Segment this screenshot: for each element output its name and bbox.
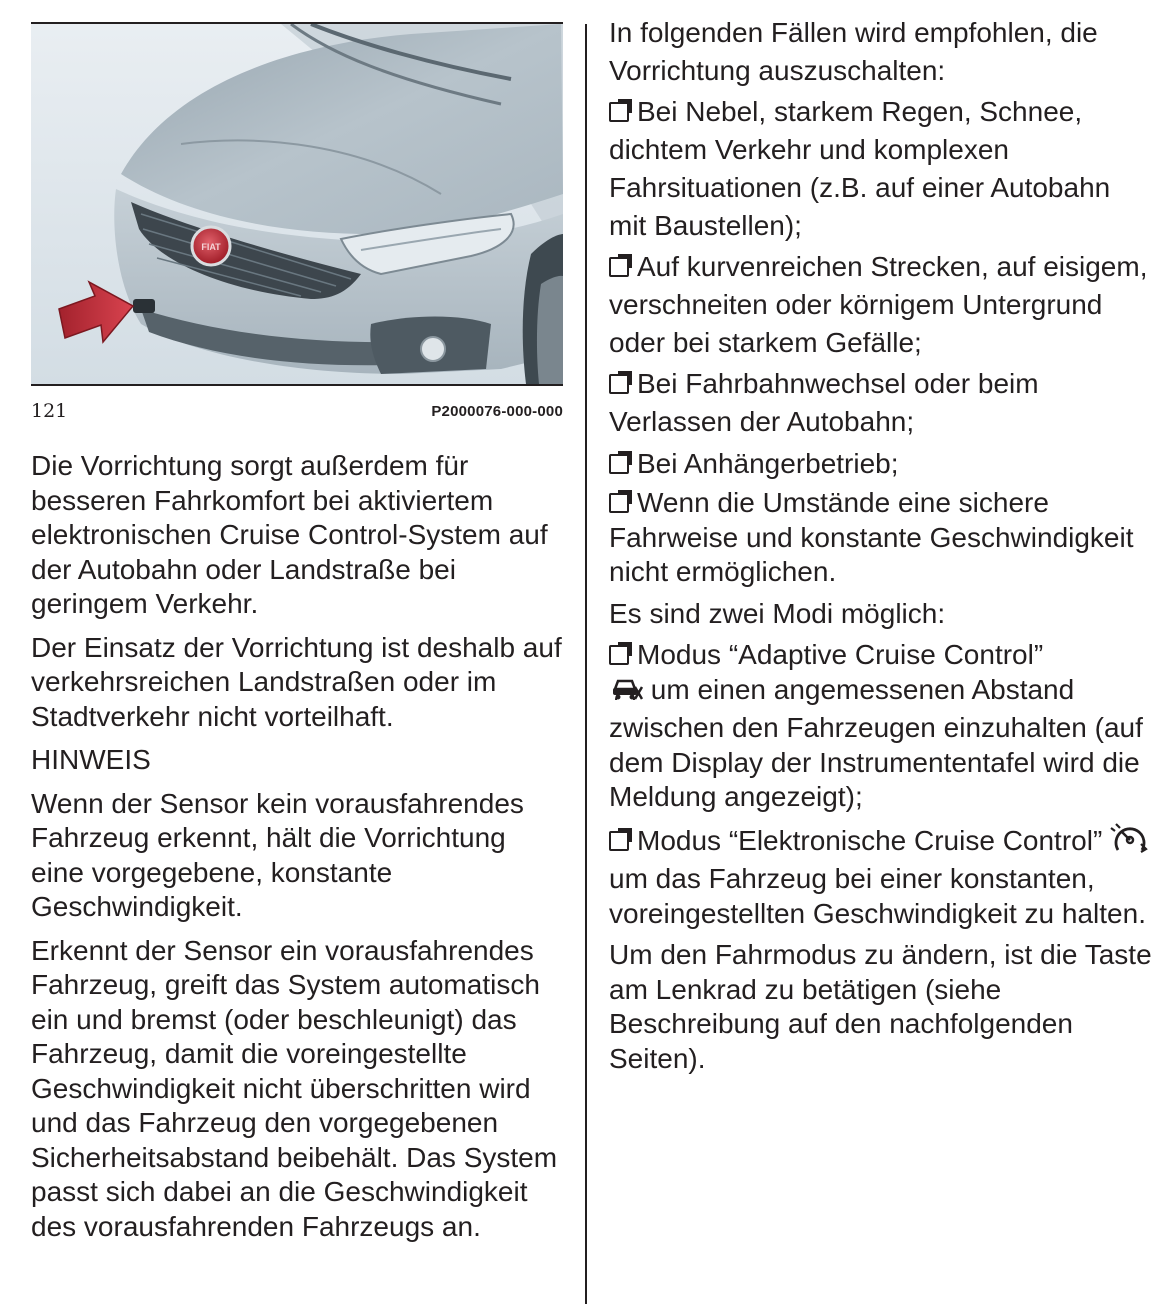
case-text: Bei Fahrbahnwechsel oder beim Verlassen der Autobahn; — [609, 368, 1039, 438]
paragraph-usage: Der Einsatz der Vorrichtung ist deshalb auf verkehrsreichen Landstraßen oder im Stadtverkehr nicht vorteilhaft. — [31, 631, 562, 732]
checkbox-bullet-icon — [609, 454, 629, 474]
adaptive-cruise-control-icon — [609, 675, 643, 712]
closing-paragraph: Um den Fahrmodus zu ändern, ist die Taste am Lenkrad zu betätigen (siehe Beschreibung auf den nachfolgenden Seiten). — [609, 939, 1152, 1074]
figure-number: 121 — [31, 400, 68, 422]
mode-electronic-text: um das Fahrzeug bei einer konstanten, voreingestellten Geschwindigkeit zu halten. — [609, 863, 1146, 929]
mode-adaptive-lead: Modus “Adaptive Cruise Control” — [637, 639, 1044, 671]
right-column — [609, 14, 1154, 1083]
figure-caption — [31, 400, 563, 440]
list-item — [609, 445, 1154, 483]
car-illustration — [31, 24, 563, 384]
list-item — [609, 93, 1154, 244]
car-front-figure — [31, 22, 563, 386]
deactivation-intro: In folgenden Fällen wird empfohlen, die Vorrichtung auszuschalten: — [609, 17, 1098, 86]
figure-code: P2000076-000-000 — [431, 403, 563, 420]
list-item — [609, 822, 1154, 932]
checkbox-bullet-icon — [609, 645, 629, 665]
case-text: Bei Anhängerbetrieb; — [637, 447, 899, 479]
checkbox-bullet-icon — [609, 257, 629, 277]
case-text: Auf kurvenreichen Strecken, auf eisigem, verschneiten oder körnigem Untergrund oder bei starkem Gefälle; — [609, 251, 1148, 358]
case-text: Bei Nebel, starkem Regen, Schnee, dichtem Verkehr und komplexen Fahrsituationen (z.B. auf einer Autobahn mit Baustellen); — [609, 96, 1111, 241]
column-divider — [585, 24, 587, 1304]
list-item — [609, 486, 1154, 590]
list-item — [609, 638, 1154, 815]
checkbox-bullet-icon — [609, 374, 629, 394]
checkbox-bullet-icon — [609, 102, 629, 122]
paragraph-no-vehicle: Wenn der Sensor kein vorausfahrendes Fahrzeug erkennt, hält die Vorrichtung eine vorgegebene, konstante Geschwindigkeit. — [31, 787, 524, 922]
modes-intro: Es sind zwei Modi möglich: — [609, 597, 946, 629]
mode-adaptive-text: um einen angemessenen Abstand zwischen den Fahrzeugen einzuhalten (auf dem Display der Instrumententafel wird die Meldung angezeigt); — [609, 673, 1143, 813]
checkbox-bullet-icon — [609, 493, 629, 513]
cruise-control-icon — [1110, 822, 1150, 863]
note-heading: HINWEIS — [31, 744, 151, 775]
list-item — [609, 365, 1154, 440]
svg-text:FIAT: FIAT — [201, 242, 221, 252]
left-column — [31, 22, 563, 1253]
paragraph-comfort: Die Vorrichtung sorgt außerdem für besseren Fahrkomfort bei aktiviertem elektronischen Cruise Control-System auf der Autobahn oder Landstraße bei geringem Verkehr. — [31, 450, 548, 619]
list-item — [609, 248, 1154, 361]
case-text: Wenn die Umstände eine sichere Fahrweise und konstante Geschwindigkeit nicht ermöglichen. — [609, 487, 1134, 588]
paragraph-vehicle-detected: Erkennt der Sensor ein vorausfahrendes Fahrzeug, greift das System automatisch ein und bremst (oder beschleunigt) das Fahrzeug, damit die voreingestellte Geschwindigkeit nicht überschritten wird und das Fahrzeug den vorgegebenen Sicherheitsabstand beibehält. Das System passt sich dabei an die Geschwindigkeit des vorausfahrenden Fahrzeugs an. — [31, 934, 558, 1242]
checkbox-bullet-icon — [609, 831, 629, 851]
mode-electronic-lead: Modus “Elektronische Cruise Control” — [637, 824, 1103, 856]
